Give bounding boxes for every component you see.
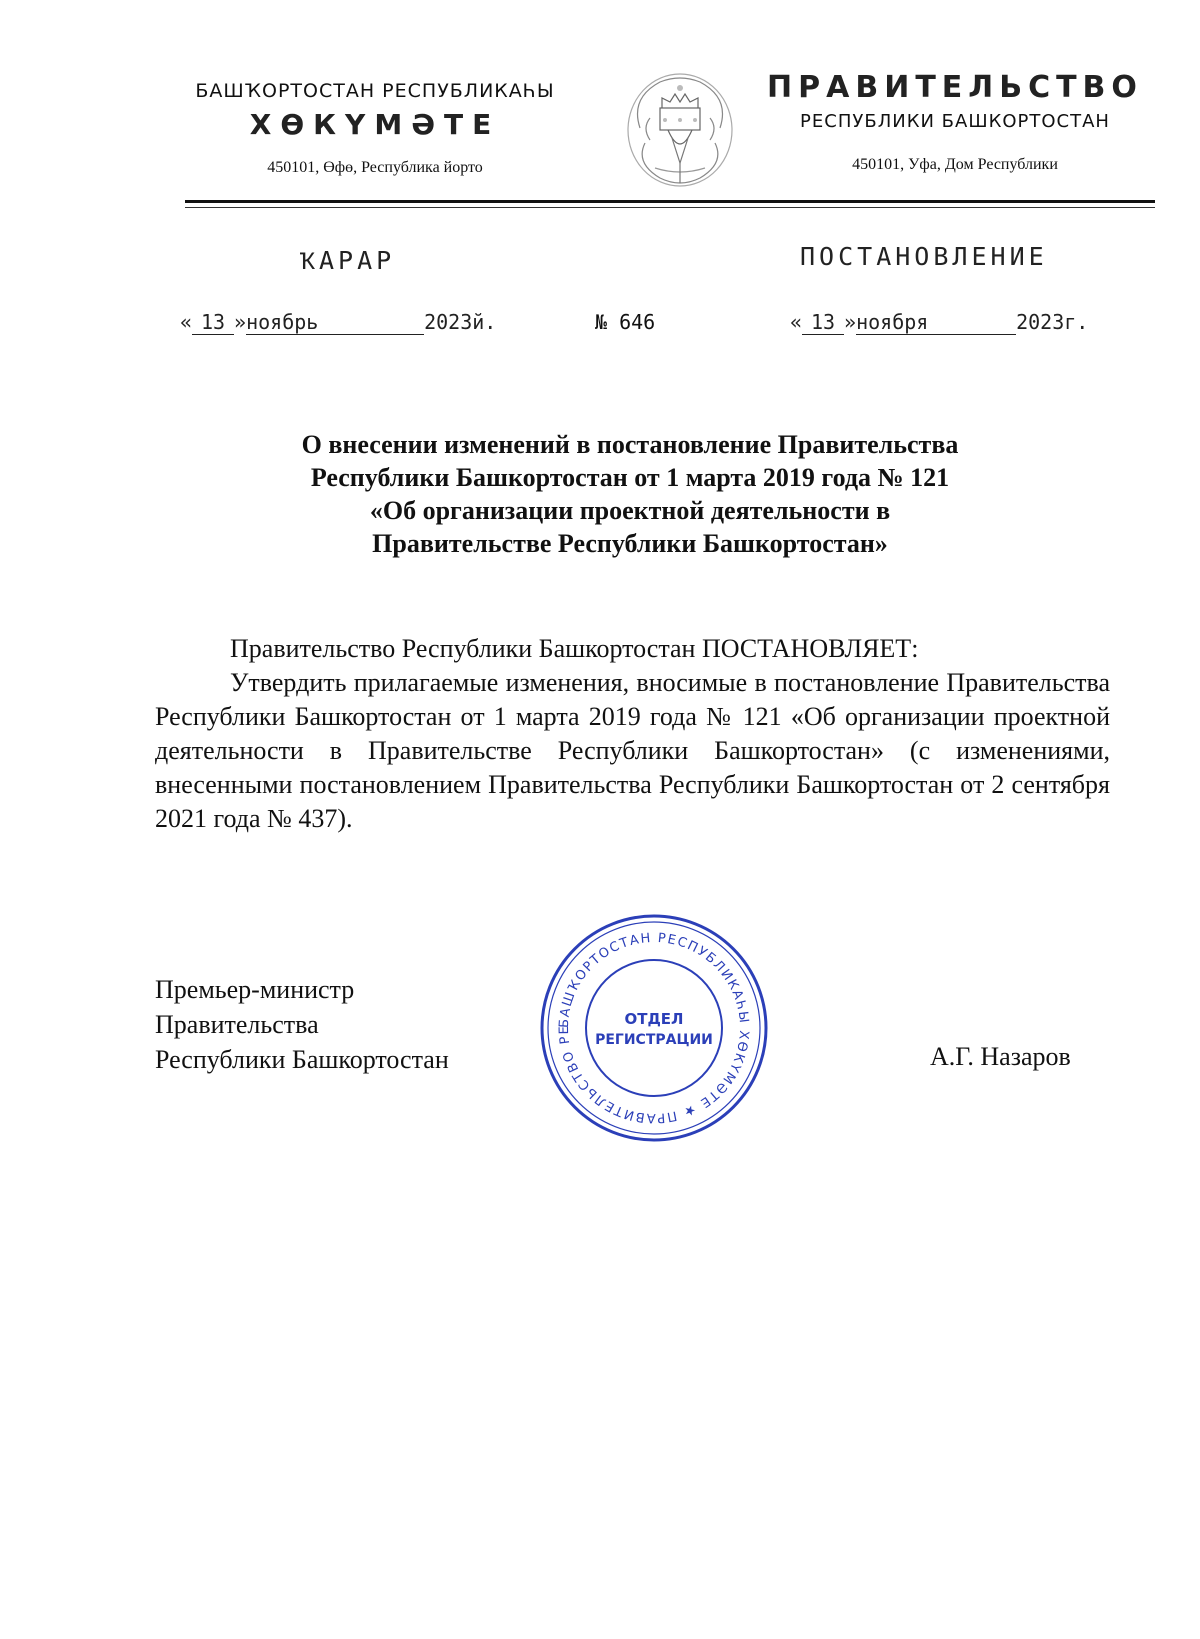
header-rule-thin xyxy=(185,207,1155,208)
title-line: Правительстве Республики Башкортостан» xyxy=(372,529,888,558)
signatory-line: Правительства xyxy=(155,1010,319,1039)
stamp-outer-text: БАШҠОРТОСТАН РЕСПУБЛИКАҺЫ ХӨКҮМӘТЕ ★ ПРАВИТЕЛЬСТВО РЕ xyxy=(556,930,752,1126)
close-quote: » xyxy=(844,310,857,334)
title-line: «Об организации проектной деятельности в xyxy=(369,496,891,525)
dateline-left xyxy=(180,310,496,335)
open-quote: « xyxy=(790,310,803,334)
document-body xyxy=(155,632,1110,836)
date-month: ноября xyxy=(856,310,1016,335)
header-left-address: 450101, Өфө, Республика йорто xyxy=(267,159,483,176)
body-paragraph: Правительство Республики Башкортостан ПОСТАНОВЛЯЕТ: xyxy=(230,634,919,663)
signatory-line: Республики Башкортостан xyxy=(155,1045,449,1074)
date-year: 2023г. xyxy=(1016,310,1089,334)
coat-of-arms-icon xyxy=(620,68,740,193)
signatory-title xyxy=(155,972,449,1077)
header-left-gov: ХӨКҮМӘТЕ xyxy=(249,108,501,141)
title-line: О внесении изменений в постановление Правительства xyxy=(301,430,959,459)
body-paragraph: Утвердить прилагаемые изменения, вносимые в постановление Правительства Республики Башкортостан от 1 марта 2019 года № 121 «Об организации проектной деятельности в Правительстве Республики Башкортостан» (с изменениями, внесенными постановлением Правительства Республики Башкортостан от 2 сентября 2021 года № 437). xyxy=(155,668,1110,833)
header-left-org: БАШҠОРТОСТАН РЕСПУБЛИКАҺЫ xyxy=(195,80,555,102)
open-quote: « xyxy=(180,310,193,334)
date-day: 13 xyxy=(802,310,844,335)
header-rule-thick xyxy=(185,200,1155,203)
date-year: 2023й. xyxy=(424,310,497,334)
signatory-name: А.Г. Назаров xyxy=(930,1042,1071,1071)
header-right-address: 450101, Уфа, Дом Республики xyxy=(852,156,1058,173)
document-number: № 646 xyxy=(595,310,656,334)
title-line: Республики Башкортостан от 1 марта 2019 года № 121 xyxy=(310,463,950,492)
dateline-right xyxy=(790,310,1088,335)
stamp-center-line2: РЕГИСТРАЦИИ xyxy=(595,1032,713,1048)
header-right-org: РЕСПУБЛИКИ БАШКОРТОСТАН xyxy=(800,111,1110,132)
header-left-block xyxy=(175,80,575,177)
registration-stamp xyxy=(538,912,770,1144)
stamp-center-line1: ОТДЕЛ xyxy=(624,1010,684,1028)
doc-type-left: ҠАРАР xyxy=(300,246,396,275)
close-quote: » xyxy=(234,310,247,334)
doc-type-right: ПОСТАНОВЛЕНИЕ xyxy=(800,242,1048,271)
header-right-gov: ПРАВИТЕЛЬСТВО xyxy=(767,70,1143,105)
date-day: 13 xyxy=(192,310,234,335)
document-title xyxy=(150,428,1110,560)
date-month: ноябрь xyxy=(246,310,424,335)
signatory-line: Премьер-министр xyxy=(155,975,355,1004)
header-right-block xyxy=(760,70,1150,174)
